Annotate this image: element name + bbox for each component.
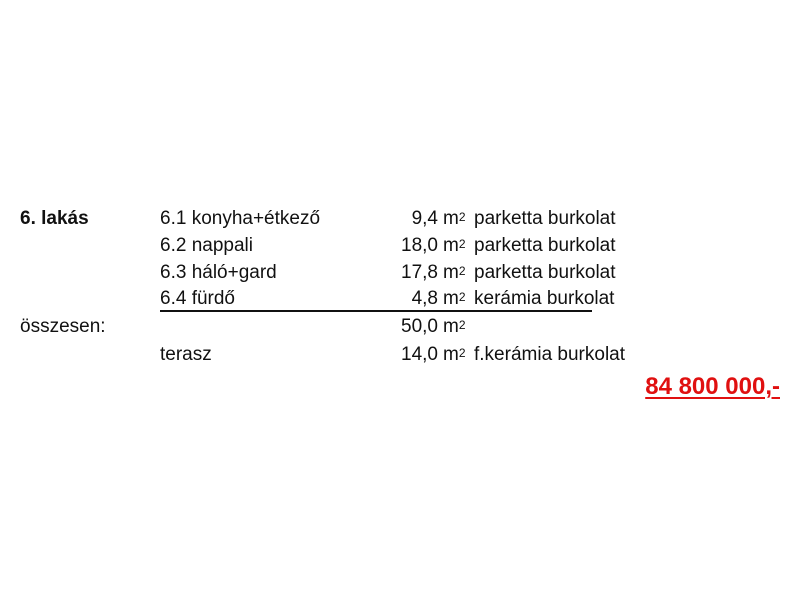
- terrace-finish: f.kerámia burkolat: [474, 344, 626, 365]
- room-name: 6.4 fürdő: [160, 288, 235, 309]
- room-area: 9,4: [411, 208, 438, 229]
- room-finish: parketta burkolat: [474, 235, 616, 256]
- terrace-area: 14,0: [401, 344, 438, 365]
- room-name: 6.1 konyha+étkező: [160, 208, 321, 229]
- apartment-title: 6. lakás: [20, 208, 89, 229]
- total-label: összesen:: [20, 316, 106, 337]
- room-area: 4,8: [411, 288, 438, 309]
- room-unit: $m^2$: [443, 262, 466, 283]
- terrace-unit: $m^2$: [443, 344, 466, 365]
- room-area: 17,8: [401, 262, 438, 283]
- room-finish: parketta burkolat: [474, 262, 616, 283]
- total-unit: $m^2$: [443, 316, 466, 337]
- room-finish: kerámia burkolat: [474, 288, 615, 309]
- sum-underline-rule: [160, 310, 592, 312]
- total-area: 50,0: [401, 316, 438, 337]
- room-finish: parketta burkolat: [474, 208, 616, 229]
- room-name: 6.2 nappali: [160, 235, 253, 256]
- room-name: 6.3 háló+gard: [160, 262, 277, 283]
- room-unit: $m^2$: [443, 208, 466, 229]
- terrace-name: terasz: [160, 344, 212, 365]
- room-area: 18,0: [401, 235, 438, 256]
- price-total: 84 800 000,-: [645, 373, 780, 400]
- room-unit: $m^2$: [443, 235, 466, 256]
- room-unit: $m^2$: [443, 288, 466, 309]
